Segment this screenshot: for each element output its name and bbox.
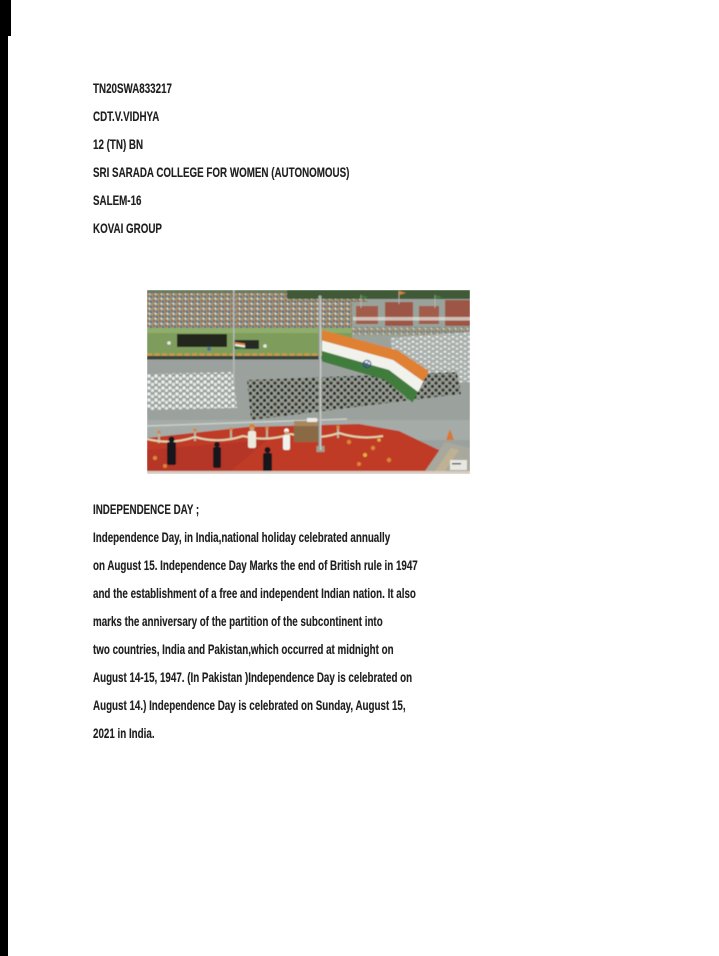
tree-line: [287, 290, 470, 299]
essay-block: [93, 495, 557, 747]
essay-line: August 14-15, 1947. (In Pakistan )Independence Day is celebrated on: [93, 669, 413, 685]
essay-title: INDEPENDENCE DAY ;: [93, 501, 200, 517]
ceremony-photo: [147, 290, 470, 474]
header-line-city: SALEM-16: [93, 192, 142, 208]
header-line-group: KOVAI GROUP: [93, 220, 162, 236]
essay-line: and the establishment of a free and independent Indian nation. It also: [93, 585, 416, 601]
student-details-block: [93, 74, 459, 242]
essay-line: marks the anniversary of the partition of the subcontinent into: [93, 613, 383, 629]
header-line-registration-number: TN20SWA833217: [93, 80, 172, 96]
pm-figure: [248, 424, 256, 448]
scan-edge-artifact: [0, 0, 8, 956]
header-line-battalion: 12 (TN) BN: [93, 136, 144, 152]
essay-line: two countries, India and Pakistan,which occurred at midnight on: [93, 641, 394, 657]
essay-line: 2021 in India.: [93, 725, 155, 741]
small-sign: [450, 460, 467, 470]
essay-line: August 14.) Independence Day is celebrated on Sunday, August 15,: [93, 697, 406, 713]
scan-edge-artifact-top: [0, 0, 11, 36]
essay-line: Independence Day, in India,national holiday celebrated annually: [93, 529, 391, 545]
essay-line: on August 15. Independence Day Marks the end of British rule in 1947: [93, 557, 418, 573]
header-line-college: SRI SARADA COLLEGE FOR WOMEN (AUTONOMOUS): [93, 164, 350, 180]
white-uniform-band: [147, 372, 237, 410]
secondary-flagpole: [233, 290, 235, 385]
header-line-cadet-name: CDT.V.VIDHYA: [93, 108, 160, 124]
ceremony-photo-illustration: [147, 290, 470, 474]
camera-platform: [177, 334, 227, 347]
